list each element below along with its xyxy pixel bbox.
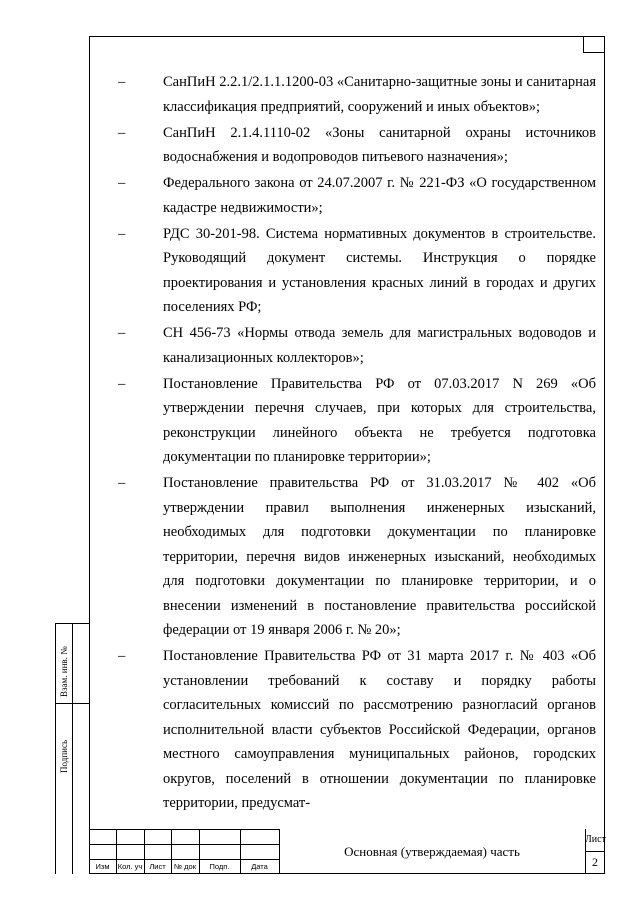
regulation-list — [118, 70, 596, 817]
list-item-text: Постановление правительства РФ от 31.03.2017 № 402 «Об утверждении правил выполнения инженерных изысканий, необходимых для подготовки документации по планировке территории, перечня видов инженерных изысканий, необходимых для подготовки документации по планировке территории, и о внесении изменений в постановление правительства российской федерации от 19 января 2006 г. № 20»; — [163, 475, 596, 638]
document-part-title — [279, 829, 585, 874]
dash-bullet: – — [118, 124, 126, 141]
list-item — [118, 471, 596, 643]
list-item-text: РДС 30-201-98. Система нормативных документов в строительстве. Руководящий документ системы. Инструкция о порядке проектирования и установления красных линий в городах и других поселениях РФ; — [163, 225, 596, 315]
side-stamp — [55, 623, 90, 874]
list-item — [118, 121, 596, 170]
sheet-number: 2 — [592, 855, 598, 869]
stamp-border-left — [55, 623, 56, 874]
tb-header-date: Дата — [251, 862, 268, 871]
list-item — [118, 321, 596, 370]
list-item — [118, 372, 596, 470]
list-item-text: СанПиН 2.2.1/2.1.1.1200-03 «Санитарно-защитные зоны и санитарная классификация предприятий, сооружений и иных объектов»; — [163, 74, 596, 115]
dash-bullet: – — [118, 475, 126, 491]
list-item — [118, 171, 596, 220]
list-item — [118, 222, 596, 320]
document-part-title-text: Основная (утверждаемая) часть — [344, 843, 520, 859]
list-item-text: Федерального закона от 24.07.2007 г. № 221-ФЗ «О государственном кадастре недвижимости»; — [163, 175, 596, 216]
tb-header-izm: Изм — [95, 862, 110, 871]
dash-bullet: – — [118, 648, 126, 664]
tb-header-doc-number: № док — [174, 862, 196, 871]
dash-bullet: – — [118, 74, 126, 90]
list-item-text: СН 456-73 «Нормы отвода земель для магистральных водоводов и канализационных коллекторов»; — [163, 325, 596, 366]
tb-line — [89, 829, 279, 830]
list-item-text: Постановление Правительства РФ от 07.03.2017 N 269 «Об утверждении перечня случаев, при которых для строительства, реконструкции линейного объекта не требуется подготовка документации по планировке территории»; — [163, 375, 596, 465]
tb-header-signature: Подп. — [209, 862, 230, 871]
side-label-replacement-inv: Взам. инв. № — [59, 646, 69, 697]
title-block — [89, 829, 605, 874]
list-item-text: СанПиН 2.1.4.1110-02 «Зоны санитарной охраны источников водоснабжения и водопроводов питьевого назначения»; — [163, 124, 596, 165]
list-item — [118, 70, 596, 119]
side-label-signature: Подпись — [59, 739, 69, 773]
list-item-text: Постановление Правительства РФ от 31 марта 2017 г. № 403 «Об установлении требований к составу и порядку работы согласительных комиссий по рассмотрению разногласий органов исполнительной власти субъектов Российской Федерации, органов местного самоуправления муниципальных районов, городских округов, поселений в отношении документации по планировке территории, предусмат- — [163, 648, 596, 811]
stamp-line-top — [55, 623, 90, 624]
tb-line — [89, 844, 279, 845]
dash-bullet: – — [118, 375, 126, 392]
corner-box — [583, 36, 605, 53]
dash-bullet: – — [118, 225, 126, 242]
sheet-label: Лист — [585, 834, 606, 845]
tb-header-list: Лист — [149, 862, 166, 871]
tb-header-kol-uch: Кол. уч — [117, 862, 143, 871]
dash-bullet: – — [118, 175, 126, 191]
dash-bullet: – — [118, 325, 126, 341]
stamp-divider — [72, 623, 73, 874]
list-item — [118, 644, 596, 816]
stamp-line-mid — [55, 703, 90, 704]
